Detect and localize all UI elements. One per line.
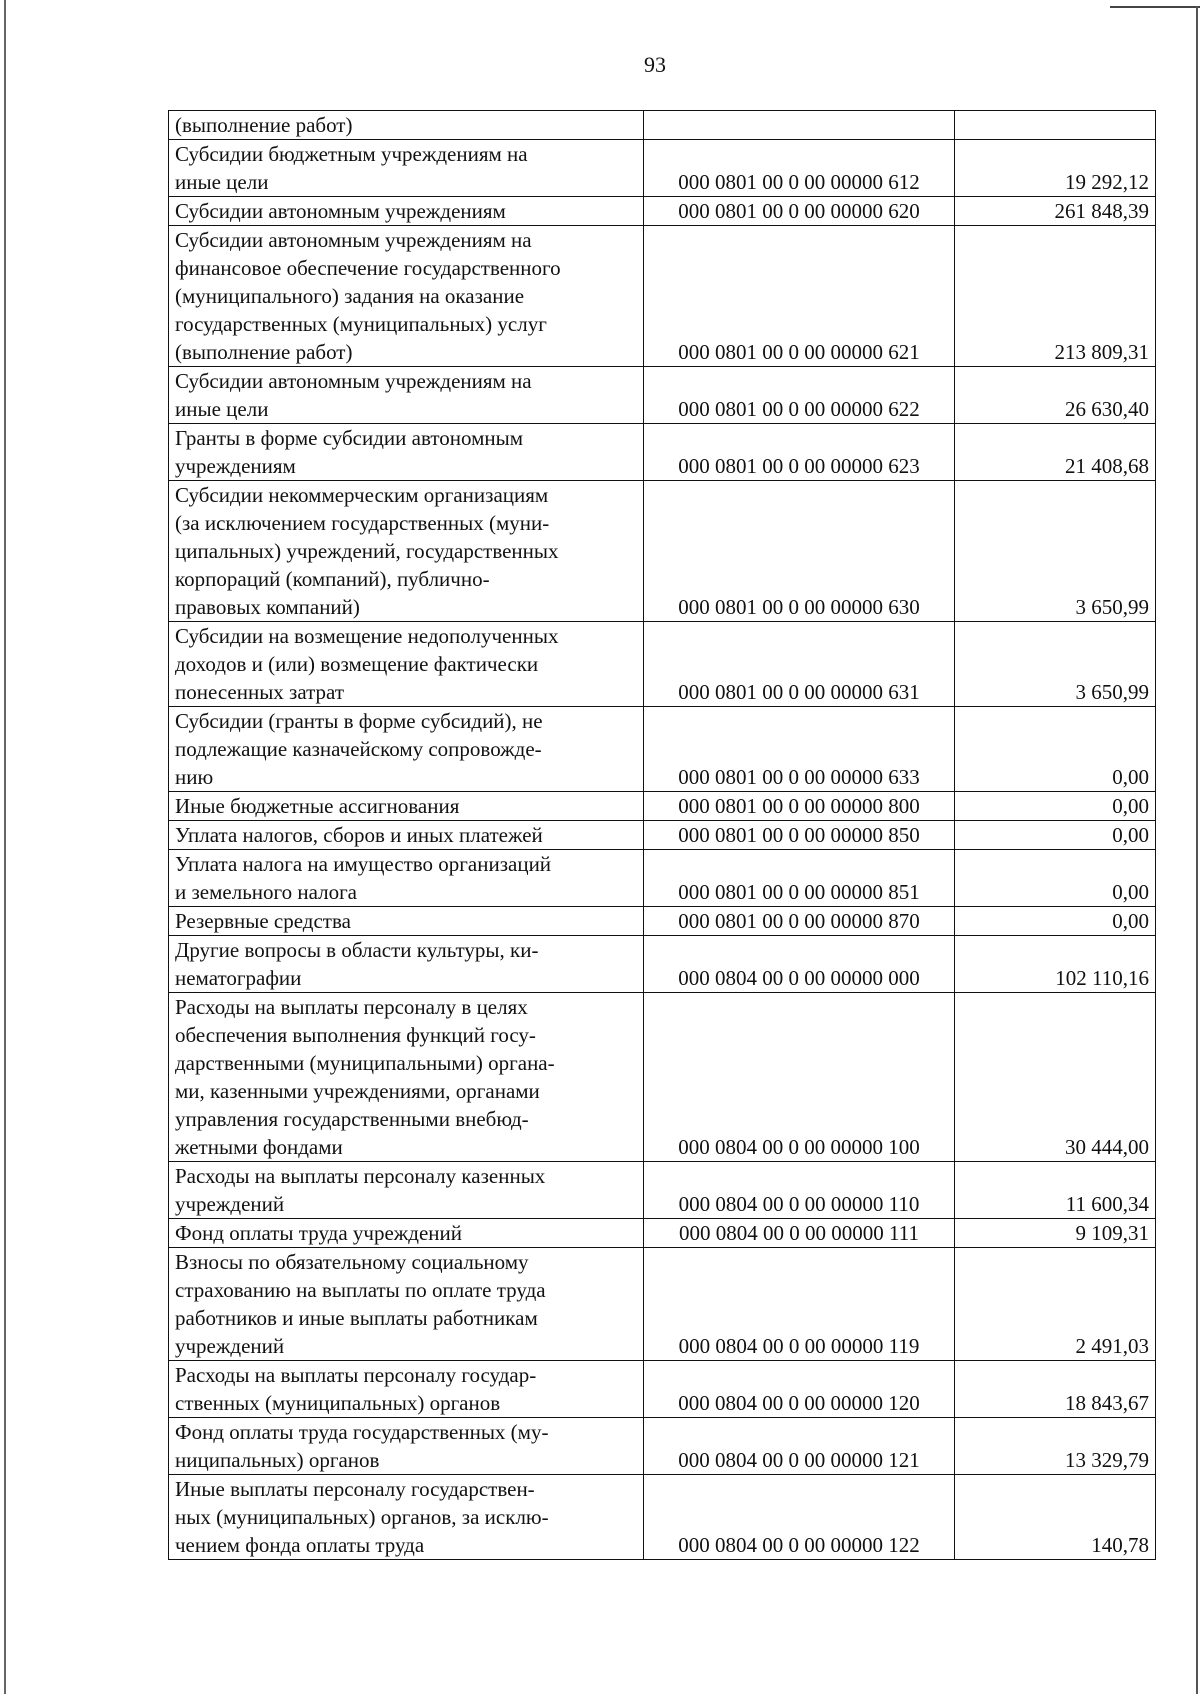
expense-name: Фонд оплаты труда государственных (му- ниципальных) органов — [175, 1420, 549, 1472]
amount-cell: 18 843,67 — [955, 1361, 1156, 1418]
budget-code-cell — [644, 111, 955, 140]
expense-name: Субсидии бюджетным учреждениям на иные цели — [175, 142, 528, 194]
expense-name: Фонд оплаты труда учреждений — [175, 1221, 462, 1245]
table-row — [169, 226, 1156, 367]
amount-cell: 261 848,39 — [955, 197, 1156, 226]
budget-code-cell: 000 0804 00 0 00 00000 111 — [644, 1219, 955, 1248]
amount-cell: 26 630,40 — [955, 367, 1156, 424]
expense-name: Взносы по обязательному социальному страхованию на выплаты по оплате труда работников и иные выплаты работникам учреждений — [175, 1250, 546, 1358]
amount-cell: 0,00 — [955, 850, 1156, 907]
expense-name-cell — [169, 481, 644, 622]
amount-cell: 2 491,03 — [955, 1248, 1156, 1361]
expense-name: Уплата налога на имущество организаций и земельного налога — [175, 852, 552, 904]
expense-name: Субсидии некоммерческим организациям (за исключением государственных (муни- ципальных) учреждений, государственных корпораций (компаний), публично- правовых компаний) — [175, 483, 559, 619]
expense-name: Субсидии автономным учреждениям — [175, 199, 506, 223]
expense-name-cell — [169, 197, 644, 226]
expense-name-cell — [169, 1219, 644, 1248]
table-row — [169, 821, 1156, 850]
expense-name-cell — [169, 1418, 644, 1475]
amount-cell: 213 809,31 — [955, 226, 1156, 367]
budget-code-cell: 000 0801 00 0 00 00000 621 — [644, 226, 955, 367]
expense-name: (выполнение работ) — [175, 113, 353, 137]
table-row — [169, 367, 1156, 424]
expense-name-cell — [169, 850, 644, 907]
table-row — [169, 1248, 1156, 1361]
expense-name: Другие вопросы в области культуры, ки- нематографии — [175, 938, 539, 990]
budget-code-cell: 000 0804 00 0 00 00000 110 — [644, 1162, 955, 1219]
expense-name: Уплата налогов, сборов и иных платежей — [175, 823, 543, 847]
budget-code-cell: 000 0804 00 0 00 00000 100 — [644, 993, 955, 1162]
budget-code-cell: 000 0801 00 0 00 00000 620 — [644, 197, 955, 226]
table-row — [169, 481, 1156, 622]
table-row — [169, 1475, 1156, 1560]
expense-name-cell — [169, 622, 644, 707]
amount-cell: 13 329,79 — [955, 1418, 1156, 1475]
expense-name: Резервные средства — [175, 909, 351, 933]
expense-name-cell — [169, 792, 644, 821]
expense-name: Гранты в форме субсидии автономным учреждениям — [175, 426, 524, 478]
amount-cell: 0,00 — [955, 821, 1156, 850]
budget-code-cell: 000 0804 00 0 00 00000 119 — [644, 1248, 955, 1361]
expense-name-cell — [169, 1361, 644, 1418]
expense-name-cell — [169, 424, 644, 481]
table-row — [169, 424, 1156, 481]
table-row — [169, 1162, 1156, 1219]
expense-name-cell — [169, 707, 644, 792]
budget-table-body — [169, 111, 1156, 1560]
budget-code-cell: 000 0801 00 0 00 00000 800 — [644, 792, 955, 821]
expense-name: Субсидии автономным учреждениям на финансовое обеспечение государственного (муниципального) задания на оказание государственных (муниципальных) услуг (выполнение работ) — [175, 228, 561, 364]
table-row — [169, 707, 1156, 792]
table-row — [169, 622, 1156, 707]
budget-code-cell: 000 0804 00 0 00 00000 120 — [644, 1361, 955, 1418]
expense-name-cell — [169, 111, 644, 140]
expense-name-cell — [169, 367, 644, 424]
table-row — [169, 850, 1156, 907]
amount-cell — [955, 111, 1156, 140]
expense-name: Расходы на выплаты персоналу казенных учреждений — [175, 1164, 546, 1216]
budget-code-cell: 000 0801 00 0 00 00000 851 — [644, 850, 955, 907]
page-number: 93 — [644, 52, 666, 77]
scan-edge-left — [4, 0, 6, 1694]
expense-name: Иные бюджетные ассигнования — [175, 794, 460, 818]
expense-name-cell — [169, 821, 644, 850]
expense-name: Расходы на выплаты персоналу государ- ственных (муниципальных) органов — [175, 1363, 537, 1415]
amount-cell: 102 110,16 — [955, 936, 1156, 993]
budget-table — [168, 110, 1156, 1560]
expense-name: Субсидии на возмещение недополученных доходов и (или) возмещение фактически понесенных затрат — [175, 624, 559, 704]
table-row — [169, 1219, 1156, 1248]
expense-name-cell — [169, 907, 644, 936]
expense-name-cell — [169, 1162, 644, 1219]
expense-name-cell — [169, 993, 644, 1162]
amount-cell: 21 408,68 — [955, 424, 1156, 481]
scan-edge-top — [1110, 6, 1200, 8]
expense-name-cell — [169, 1475, 644, 1560]
expense-name: Субсидии автономным учреждениям на иные цели — [175, 369, 532, 421]
table-row — [169, 993, 1156, 1162]
scan-edge-right — [1196, 6, 1198, 1694]
amount-cell: 30 444,00 — [955, 993, 1156, 1162]
budget-code-cell: 000 0801 00 0 00 00000 850 — [644, 821, 955, 850]
expense-name-cell — [169, 226, 644, 367]
budget-code-cell: 000 0801 00 0 00 00000 631 — [644, 622, 955, 707]
budget-code-cell: 000 0801 00 0 00 00000 870 — [644, 907, 955, 936]
table-row — [169, 792, 1156, 821]
expense-name: Иные выплаты персоналу государствен- ных (муниципальных) органов, за исклю- чением фонда оплаты труда — [175, 1477, 549, 1557]
amount-cell: 19 292,12 — [955, 140, 1156, 197]
amount-cell: 0,00 — [955, 707, 1156, 792]
expense-name-cell — [169, 936, 644, 993]
table-row — [169, 111, 1156, 140]
table-row — [169, 197, 1156, 226]
amount-cell: 3 650,99 — [955, 481, 1156, 622]
budget-code-cell: 000 0801 00 0 00 00000 630 — [644, 481, 955, 622]
expense-name-cell — [169, 1248, 644, 1361]
amount-cell: 0,00 — [955, 792, 1156, 821]
table-row — [169, 140, 1156, 197]
budget-code-cell: 000 0801 00 0 00 00000 633 — [644, 707, 955, 792]
table-row — [169, 907, 1156, 936]
budget-code-cell: 000 0804 00 0 00 00000 122 — [644, 1475, 955, 1560]
table-row — [169, 1361, 1156, 1418]
expense-name: Субсидии (гранты в форме субсидий), не подлежащие казначейскому сопровожде- нию — [175, 709, 543, 789]
amount-cell: 0,00 — [955, 907, 1156, 936]
table-row — [169, 936, 1156, 993]
amount-cell: 140,78 — [955, 1475, 1156, 1560]
expense-name-cell — [169, 140, 644, 197]
budget-code-cell: 000 0804 00 0 00 00000 121 — [644, 1418, 955, 1475]
budget-code-cell: 000 0801 00 0 00 00000 622 — [644, 367, 955, 424]
amount-cell: 11 600,34 — [955, 1162, 1156, 1219]
budget-code-cell: 000 0804 00 0 00 00000 000 — [644, 936, 955, 993]
amount-cell: 3 650,99 — [955, 622, 1156, 707]
table-row — [169, 1418, 1156, 1475]
expense-name: Расходы на выплаты персоналу в целях обеспечения выполнения функций госу- дарственными (муниципальными) органа- ми, казенными учреждениями, органами управления государственными внебюд- жетными фондами — [175, 995, 555, 1159]
budget-code-cell: 000 0801 00 0 00 00000 612 — [644, 140, 955, 197]
budget-code-cell: 000 0801 00 0 00 00000 623 — [644, 424, 955, 481]
amount-cell: 9 109,31 — [955, 1219, 1156, 1248]
